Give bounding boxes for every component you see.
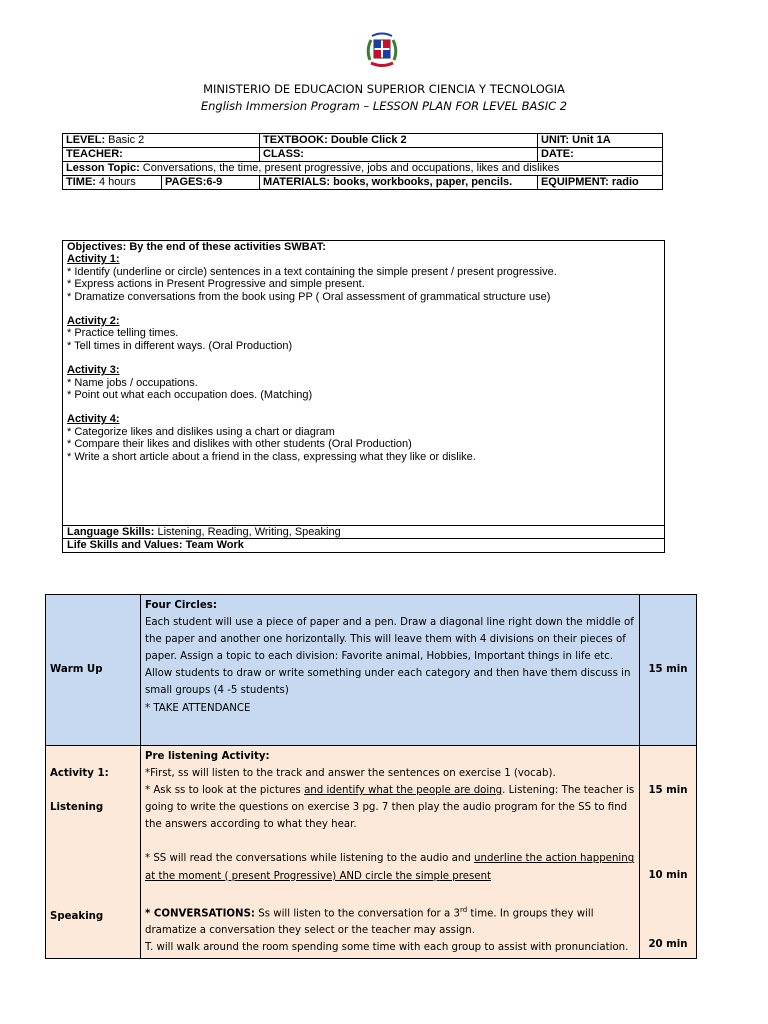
listening-time: 15 min	[648, 785, 688, 796]
language-skills-cell: Language Skills: Listening, Reading, Writing, Speaking	[63, 526, 665, 539]
activity-4-line-3: * Write a short article about a friend in the class, expressing what they like or dislike.	[67, 450, 476, 463]
activity-1-row	[46, 746, 697, 959]
activity-4-line-1: * Categorize likes and dislikes using a chart or diagram	[67, 425, 335, 438]
activity-1-line-1: * Identify (underline or circle) sentences in a text containing the simple present / present progressive.	[67, 265, 557, 278]
life-skills-cell: Life Skills and Values: Team Work	[63, 539, 665, 552]
warm-up-title: Four Circles:	[145, 600, 217, 611]
activity-4-line-2: * Compare their likes and dislikes with other students (Oral Production)	[67, 438, 412, 451]
teacher-cell: TEACHER:	[63, 148, 260, 162]
warm-up-attendance: * TAKE ATTENDANCE	[145, 702, 251, 714]
program-heading: English Immersion Program – LESSON PLAN FOR LEVEL BASIC 2	[200, 99, 568, 113]
activity-1-line-2: * Express actions in Present Progressive and simple present.	[67, 278, 365, 291]
activity-1-step-4: * CONVERSATIONS: Ss will listen to the conversation for a 3rd time. In groups they will dramatize a conversation they select or the teacher may assign.	[145, 905, 594, 937]
materials-cell: MATERIALS: books, workbooks, paper, pencils.	[260, 176, 538, 190]
reading-time: 10 min	[648, 870, 688, 882]
activity-2-line-1: * Practice telling times.	[67, 327, 179, 340]
activity-2-line-2: * Tell times in different ways. (Oral Production)	[67, 339, 293, 352]
warm-up-label: Warm Up	[46, 595, 141, 746]
activity-1-step-1: *First, ss will listen to the track and answer the sentences on exercise 1 (vocab).	[145, 768, 556, 780]
time-cell: TIME: 4 hours	[63, 176, 162, 190]
objectives-title: Objectives: By the end of these activities SWBAT:	[67, 241, 326, 253]
level-cell: LEVEL: Basic 2	[63, 134, 260, 148]
objectives-cell	[63, 241, 665, 526]
activity-2-title: Activity 2:	[67, 315, 120, 328]
pre-listening-title: Pre listening Activity:	[145, 751, 270, 762]
class-cell: CLASS:	[260, 148, 538, 162]
activity-1-title: Activity 1:	[67, 253, 120, 266]
warm-up-row	[46, 595, 697, 746]
speaking-label: Speaking	[50, 911, 104, 923]
warm-up-content	[141, 595, 640, 746]
warm-up-time: 15 min	[640, 595, 697, 746]
activity-3-title: Activity 3:	[67, 364, 120, 377]
activity-1-label: Activity 1:	[50, 768, 109, 779]
lesson-plan-table	[45, 594, 697, 959]
activity-1-step-3: * SS will read the conversations while listening to the audio and underline the action happening at the moment ( present Progressive) AND circle the simple present	[145, 853, 635, 882]
date-cell: DATE:	[537, 148, 662, 162]
activity-4-title: Activity 4:	[67, 413, 120, 426]
activity-1-times	[640, 746, 697, 959]
textbook-cell: TEXTBOOK: Double Click 2	[260, 134, 538, 148]
objectives-table	[62, 240, 665, 553]
lesson-topic-cell: Lesson Topic: Conversations, the time, present progressive, jobs and occupations, likes and dislikes	[63, 162, 663, 176]
activity-3-line-1: * Name jobs / occupations.	[67, 376, 198, 389]
unit-cell: UNIT: Unit 1A	[537, 134, 662, 148]
warm-up-body-2: Allow students to draw or write something under each category and then have them discuss in small groups (4 -5 students)	[145, 668, 631, 697]
lesson-info-table	[62, 133, 663, 190]
pages-cell: PAGES:6-9	[162, 176, 260, 190]
activity-1-labels	[46, 746, 141, 959]
equipment-cell: EQUIPMENT: radio	[537, 176, 662, 190]
activity-3-line-2: * Point out what each occupation does. (Matching)	[67, 389, 313, 402]
warm-up-body: Each student will use a piece of paper and a pen. Draw a diagonal line right down the middle of the paper and another one horizontally. This will leave them with 4 divisions on their pieces of paper. Assign a topic to each division: Favorite animal, Hobbies, Important things in life etc.	[145, 617, 634, 663]
activity-1-line-3: * Dramatize conversations from the book using PP ( Oral assessment of grammatical structure use)	[67, 290, 551, 303]
coat-of-arms-seal	[362, 30, 402, 70]
ministry-heading: MINISTERIO DE EDUCACION SUPERIOR CIENCIA Y TECNOLOGIA	[203, 82, 565, 96]
activity-1-step-5: T. will walk around the room spending some time with each group to assist with pronunciation.	[145, 942, 629, 954]
activity-1-step-2: * Ask ss to look at the pictures and identify what the people are doing. Listening: The teacher is going to write the questions on exercise 3 pg. 7 then play the audio program for the SS to find the answers according to what they hear.	[145, 785, 635, 831]
listening-label: Listening	[50, 802, 104, 814]
speaking-time: 20 min	[648, 939, 688, 951]
activity-1-content	[141, 746, 640, 959]
